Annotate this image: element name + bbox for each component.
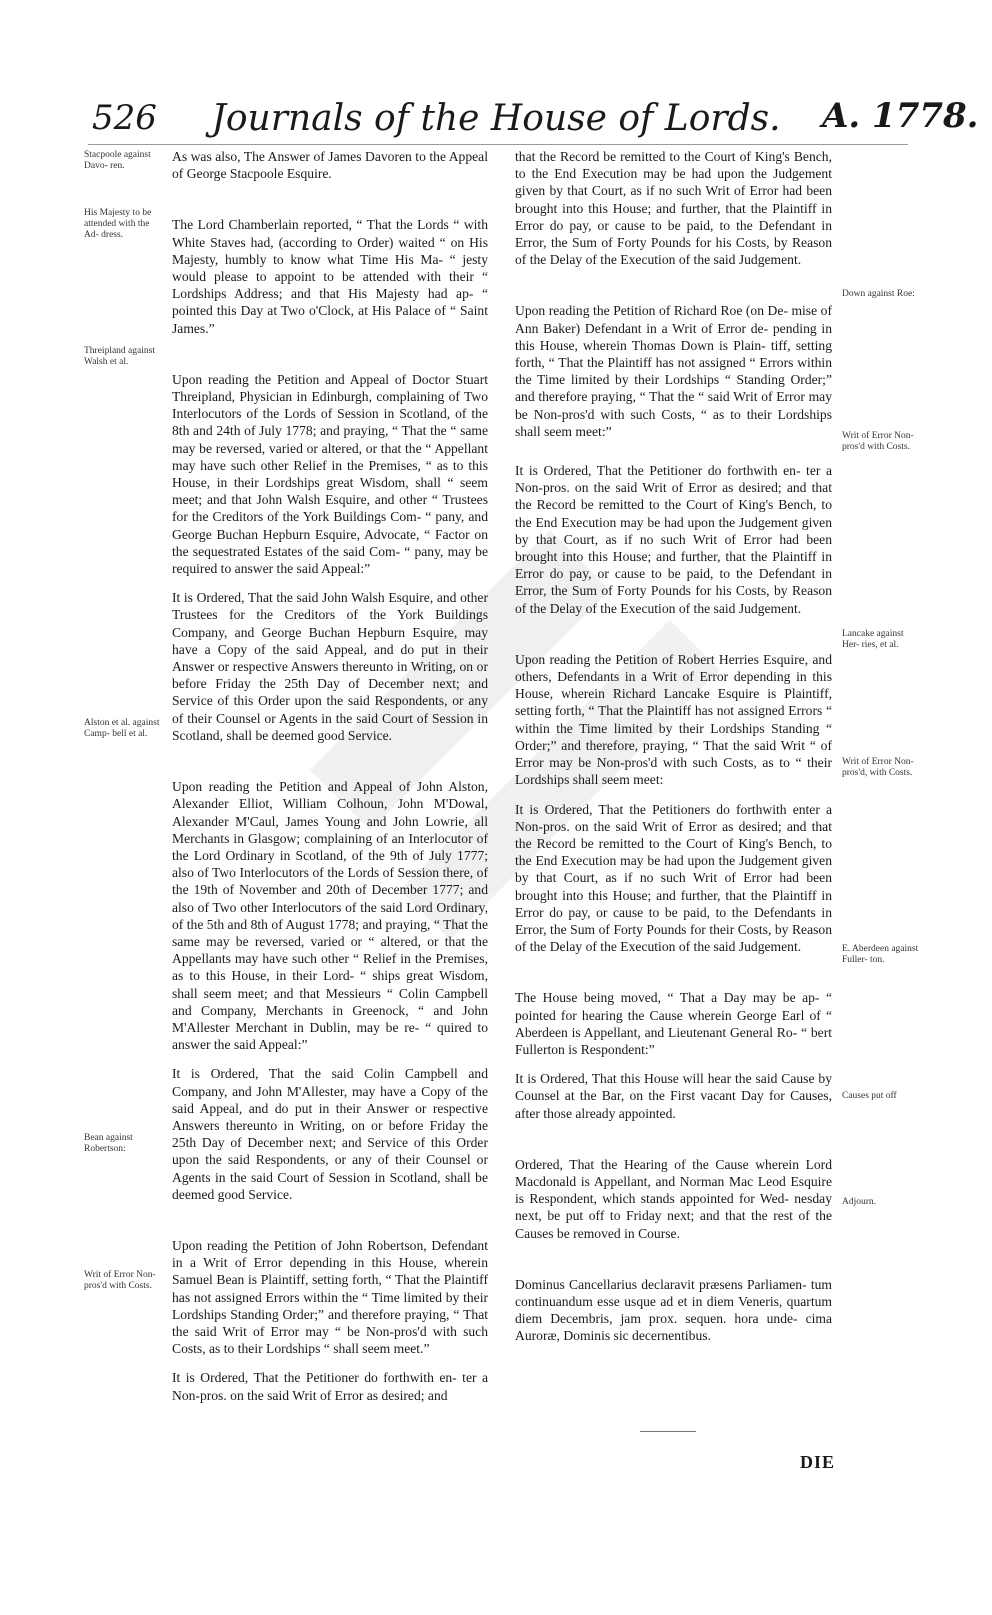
margin-note-writ-of-error: Writ of Error Non-pros'd with Costs.: [84, 1270, 156, 1291]
paragraph-lord-chamberlain: The Lord Chamberlain reported, “ That the Lords “ with White Staves had, (according to Order) waited “ on His Majesty, humbly to know what Time His Ma- “ jesty would please to appoint to be attended with their “ Lordships Address; and that His Majesty had ap- “ pointed this Day at Two o'Clock, at His Palace of “ Saint James.”: [172, 217, 488, 336]
paragraph-stacpoole-answer: As was also, The Answer of James Davoren to the Appeal of George Stacpoole Esquire.: [172, 149, 488, 182]
paragraph-record-remitted: that the Record be remitted to the Court of King's Bench, to the End Execution may be had upon the Judgement given by that Court, as if no such Writ of Error had been brought into this House; and further, that the Plaintiff in Error do pay, or cause to be paid, to the Defendant in Error, the Sum of Forty Pounds for his Costs, by Reason of the Delay of the Execution of the said Judgement.: [515, 149, 832, 268]
paragraph-adjournment: Dominus Cancellarius declaravit præsens Parliamen- tum continuandum esse usque ad et in diem Veneris, quartum diem Decembris, jam prox. sequen. hora unde- cima Auroræ, Dominis sic decernentibus.: [515, 1276, 832, 1344]
paragraph-threipland-petition: Upon reading the Petition and Appeal of Doctor Stuart Threipland, Physician in Edinburgh, complaining of Two Interlocutors of the Lords of Session in Scotland, of the 8th and 24th of July 1778; and praying, “ That the “ same may be reversed, varied or altered, or that the “ Appellant may have such other Relief in the Premises, “ as to this House, in their Lordships great Wisdom, shall “ seem meet; and that John Walsh Esquire, and other “ Trustees for the Creditors of the York Buildings Com- “ pany, and George Buchan Hepburn Esquire, Advocate, “ Factor on the sequestrated Estates of the said Com- “ pany, may be required to answer the said Appeal:”: [172, 371, 488, 577]
paragraph-roe-order: It is Ordered, That the Petitioner do forthwith en- ter a Non-pros. on the said Writ of Error as desired; and that the Record be remitted to the Court of King's Bench, to the End Execution may be had upon the Judgement given by that Court, as if no such Writ of Error had been brought into this House; and further, that the Plaintiff in Error do pay, or cause to be paid, to the Defendant in Error, the Sum of Forty Pounds for his Costs, by Reason of the Delay of the Execution of the said Judgement.: [515, 463, 832, 616]
paragraph-roe-petition: Upon reading the Petition of Richard Roe (on De- mise of Ann Baker) Defendant in a Writ of Error de- pending in this House, wherein Thomas Down is Plain- tiff, setting forth, “ That the Plaintiff has not assigned “ Errors within the Time limited by their Lordships “ Standing Order;” and therefore praying, “ That the “ said Writ of Error may be Non-pros'd with such Costs, “ as to their Lordships shall seem meet:”: [515, 303, 832, 439]
paragraph-macdonald-order: Ordered, That the Hearing of the Cause wherein Lord Macdonald is Appellant, and Norman Mac Leod Esquire is Respondent, which stands appointed for Wed- nesday next, be put off to Friday next; and that the rest of the Causes be removed in Course.: [515, 1156, 832, 1241]
paragraph-robertson-petition: Upon reading the Petition of John Robertson, Defendant in a Writ of Error depending in this House, wherein Samuel Bean is Plaintiff, setting forth, “ That the Plaintiff has not assigned Errors within the “ Time limited by their Lordships Standing Order;” and therefore praying, “ That the said Writ of Error may “ be Non-pros'd with such Costs, as to their Lordships “ shall seem meet.”: [172, 1237, 488, 1357]
paragraph-aberdeen-motion: The House being moved, “ That a Day may be ap- “ pointed for hearing the Cause wherein George Earl of “ Aberdeen is Appellant, and Lieutenant General Ro- “ bert Fullerton is Respondent:”: [515, 990, 832, 1057]
margin-note-alston: Alston et al. against Camp- bell et al.: [84, 718, 160, 739]
section-end-rule: [640, 1431, 696, 1432]
page-number: 526: [92, 98, 157, 138]
left-column: [172, 148, 488, 1404]
paragraph-robertson-order: It is Ordered, That the Petitioner do forthwith en- ter a Non-pros. on the said Writ of Error as desired; and: [172, 1370, 488, 1403]
page-year: A. 1778.: [822, 96, 979, 136]
margin-note-causes-put-off: Causes put off: [842, 1091, 897, 1101]
paragraph-alston-petition: Upon reading the Petition and Appeal of John Alston, Alexander Elliot, William Colhoun, John M'Dowal, Alexander M'Caul, James Young and John Lowrie, all Merchants in Glasgow; complaining of an Interlocutor of the Lord Ordinary in Scotland, of the 9th of July 1777; also of Two Interlocutors of the Lords of Session there, of the 19th of November and 20th of December 1777; and also of Two other Interlocutors of the said Lord Ordinary, of the 5th and 8th of August 1778; and praying, “ That the same may be reversed, varied or “ altered, or that the Appellants may have such other “ Relief in the Premises, as to this House, in their Lord- “ ships great Wisdom, shall seem meet; and that Messieurs “ Colin Campbell and Company, Merchants in Greenock, “ and John M'Allester Merchant in Dublin, may be re- “ quired to answer the said Appeal:”: [172, 779, 488, 1053]
paragraph-herries-order: It is Ordered, That the Petitioners do forthwith enter a Non-pros. on the said Writ of Error as desired; and that the Record be remitted to the Court of King's Bench, to the End Execution may be had upon the Judgement given by that Court, as if no such Writ of Error had been brought into this House; and further, that the Plaintiff in Error do pay, or cause to be paid, to the Defendants in Error, the Sum of Forty Pounds for their Costs, by Reason of the Delay of the Execution of the said Judgement.: [515, 801, 832, 955]
margin-note-aberdeen: E. Aberdeen against Fuller- ton.: [842, 944, 919, 965]
margin-note-lancake: Lancake against Her- ries, et al.: [842, 629, 904, 650]
margin-note-adjourn: Adjourn.: [842, 1197, 877, 1207]
paragraph-alston-order: It is Ordered, That the said Colin Campbell and Company, and John M'Allester, may have a Copy of the said Appeal, and do put in their Answer or respective Answers thereunto in Writing, on or before Friday the 25th Day of December next; and Service of this Order upon the said Respondents, or any of their Counsel or Agents in the said Court of Session in Scotland, shall be deemed good Service.: [172, 1066, 488, 1202]
header-rule: [88, 144, 908, 145]
margin-note-stacpoole: Stacpoole against Davo- ren.: [84, 150, 151, 171]
paragraph-herries-petition: Upon reading the Petition of Robert Herries Esquire, and others, Defendants in a Writ of Error depending in this House, wherein Richard Lancake Esquire is Plaintiff, setting forth, “ That the Plaintiff has not assigned Errors “ within the Time limited by their Lordships Standing “ Order;” and therefore, praying, “ That the said Writ “ of Error may be Non-pros'd with such Costs, as to “ their Lordships shall seem meet:: [515, 651, 832, 788]
margin-note-writ-error-1: Writ of Error Non-pros'd with Costs.: [842, 431, 914, 452]
margin-note-down-roe: Down against Roe:: [842, 289, 915, 299]
margin-note-his-majesty: His Majesty to be attended with the Ad- dress.: [84, 208, 152, 240]
right-column: [515, 148, 832, 1345]
catchword: DIE: [800, 1452, 836, 1472]
paragraph-aberdeen-order: It is Ordered, That this House will hear the said Cause by Counsel at the Bar, on the First vacant Day for Causes, after those already appointed.: [515, 1071, 832, 1121]
margin-note-writ-error-2: Writ of Error Non-pros'd, with Costs.: [842, 757, 914, 778]
paragraph-threipland-order: It is Ordered, That the said John Walsh Esquire, and other Trustees for the Creditors of the York Buildings Company, and George Buchan Hepburn Esquire, may have a Copy of the said Appeal, and do put in their Answer or respective Answers thereunto in Writing, on or before Friday the 25th Day of December next; and Service of this Order upon the said Respondents, or any of their Counsel or Agents in the said Court of Session in Scotland, shall be deemed good Service.: [172, 590, 488, 743]
margin-note-threipland: Threipland against Walsh et al.: [84, 346, 155, 367]
page-header: [0, 0, 992, 139]
journal-title: Journals of the House of Lords.: [211, 98, 781, 139]
margin-note-bean: Bean against Robertson:: [84, 1133, 133, 1154]
